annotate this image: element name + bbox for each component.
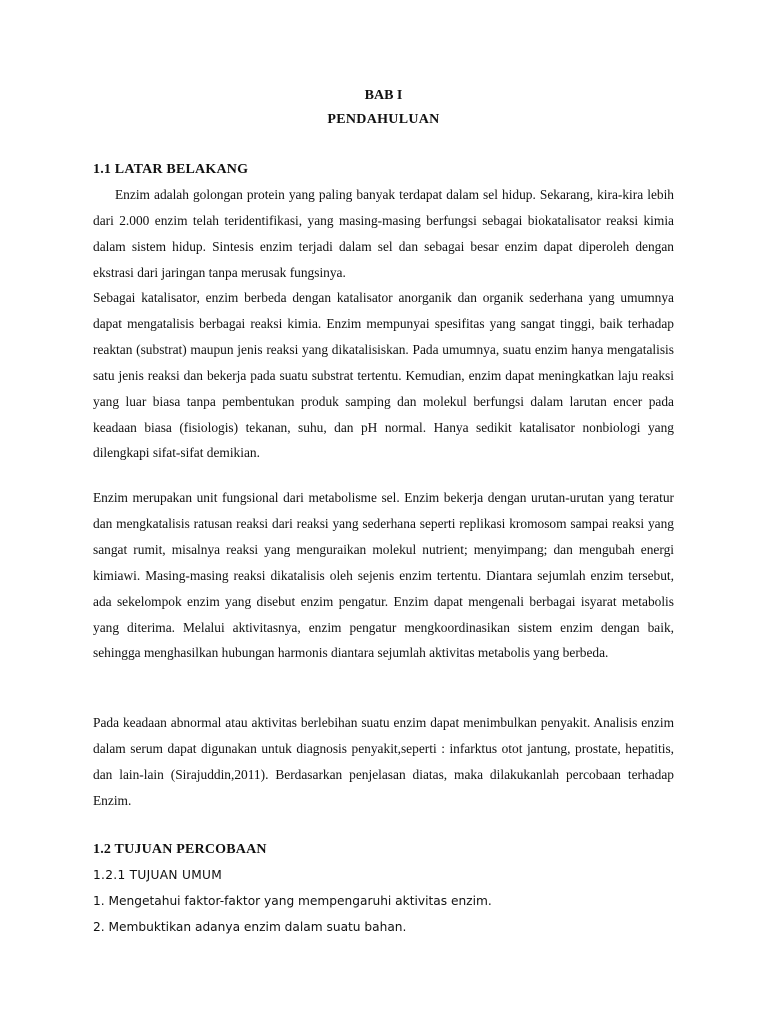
section-heading-latar-belakang: 1.1 LATAR BELAKANG xyxy=(93,162,249,177)
subsection-heading-tujuan-umum: 1.2.1 TUJUAN UMUM xyxy=(93,868,223,882)
objective-item: 2. Membuktikan adanya enzim dalam suatu bahan. xyxy=(93,920,407,934)
chapter-title: PENDAHULUAN xyxy=(327,112,440,127)
objective-item: 1. Mengetahui faktor-faktor yang mempengaruhi aktivitas enzim. xyxy=(93,894,492,908)
paragraph: Enzim merupakan unit fungsional dari metabolisme sel. Enzim bekerja dengan urutan-urutan yang teratur dan mengkatalisis ratusan reaksi dari reaksi yang sederhana seperti replikasi kromosom sampai reaksi yang sangat rumit, misalnya reaksi yang menguraikan molekul nutrient; menyimpang; dan mengubah energi kimiawi. Masing-masing reaksi dikatalisis oleh sejenis enzim tertentu. Diantara sejumlah enzim tersebut, ada sekelompok enzim yang disebut enzim pengatur. Enzim dapat mengenali berbagai isyarat metabolis yang diterima. Melalui aktivitasnya, enzim pengatur mengkoordinasikan sistem enzim dengan baik, sehingga menghasilkan hubungan harmonis diantara sejumlah aktivitas metabolis yang berbeda. xyxy=(93,490,674,661)
paragraph: Pada keadaan abnormal atau aktivitas berlebihan suatu enzim dapat menimbulkan penyakit. Analisis enzim dalam serum dapat digunakan untuk diagnosis penyakit,seperti : infarktus otot jantung, prostate, hepatitis, dan lain-lain (Sirajuddin,2011). Berdasarkan penjelasan diatas, maka dilakukanlah percobaan terhadap Enzim. xyxy=(93,715,674,808)
paragraph: Sebagai katalisator, enzim berbeda dengan katalisator anorganik dan organik sederhana yang umumnya dapat mengatalisis berbagai reaksi kimia. Enzim mempunyai spesifitas yang sangat tinggi, baik terhadap reaktan (substrat) maupun jenis reaksi yang dikatalisiskan. Pada umumnya, suatu enzim hanya mengatalisis satu jenis reaksi dan bekerja pada suatu substrat tertentu. Kemudian, enzim dapat meningkatkan laju reaksi yang luar biasa tanpa pembentukan produk samping dan molekul berfungsi dalam larutan encer pada keadaan biasa (fisiologis) tekanan, suhu, dan pH normal. Hanya sedikit katalisator nonbiologi yang dilengkapi sifat-sifat demikian. xyxy=(93,290,674,461)
section-heading-tujuan-percobaan: 1.2 TUJUAN PERCOBAAN xyxy=(93,842,267,857)
paragraph: Enzim adalah golongan protein yang paling banyak terdapat dalam sel hidup. Sekarang, kira-kira lebih dari 2.000 enzim telah teridentifikasi, yang masing-masing berfungsi sebagai biokatalisator reaksi kimia dalam sistem hidup. Sintesis enzim terjadi dalam sel dan sebagai besar enzim dapat diperoleh dengan ekstrasi dari jaringan tanpa merusak fungsinya. xyxy=(93,187,674,280)
chapter-number: BAB I xyxy=(364,88,403,103)
